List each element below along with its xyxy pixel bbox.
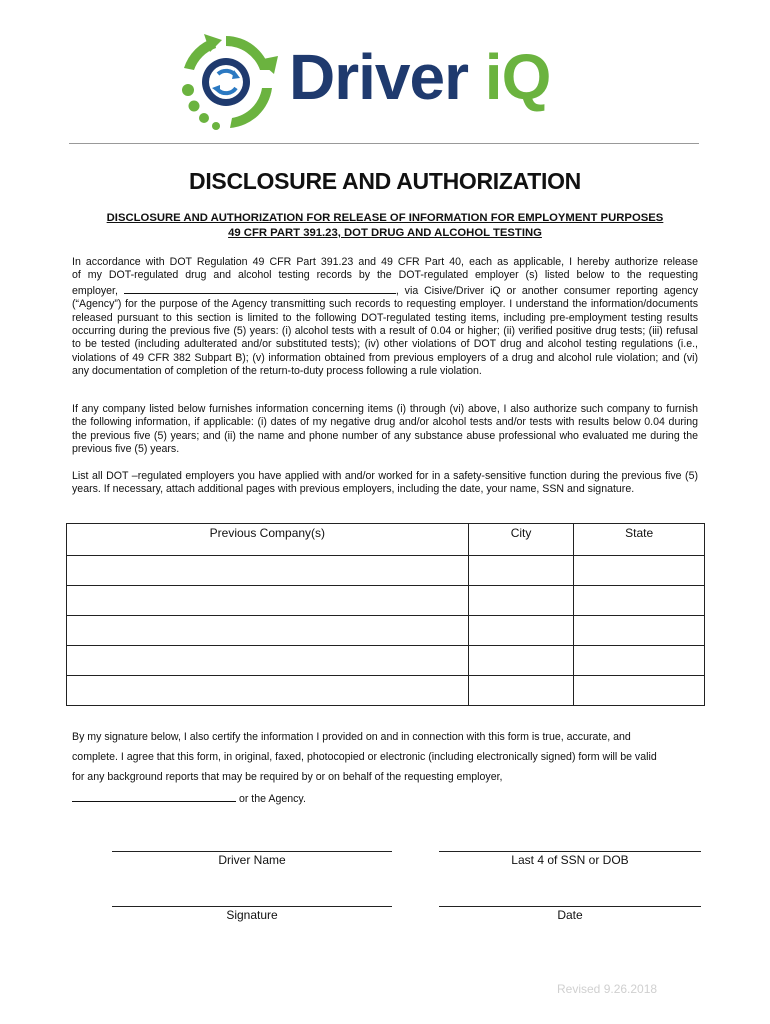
- city-cell[interactable]: [468, 586, 574, 616]
- authorization-paragraph: [72, 256, 698, 379]
- additional-authorization-paragraph: If any company listed below furnishes information concerning items (i) through (vi) above, I also authorize such company to furnish the following information, if applicable: (i) dates of my negative drug and/or alcohol tests and/or tests with results below 0.04 during the previous five (5) years; and (ii) the name and phone number of any substance abuse professional who evaluated me during the previous five (5) years.: [72, 403, 698, 456]
- table-row: [67, 556, 705, 586]
- paragraph1-line1: In accordance with DOT Regulation 49 CFR Part 391.23 and 49 CFR Part 40, each as applicable, I hereby authorize release: [72, 256, 698, 268]
- city-cell[interactable]: [468, 676, 574, 706]
- table-header-row: [67, 524, 705, 556]
- city-cell[interactable]: [468, 616, 574, 646]
- company-cell[interactable]: [67, 586, 469, 616]
- city-cell[interactable]: [468, 646, 574, 676]
- city-cell[interactable]: [468, 556, 574, 586]
- table-row: [67, 586, 705, 616]
- company-cell[interactable]: [67, 676, 469, 706]
- signature-line[interactable]: [112, 906, 392, 907]
- or-agency-text: or the Agency.: [236, 793, 306, 805]
- subtitle-line-1: DISCLOSURE AND AUTHORIZATION FOR RELEASE OF INFORMATION FOR EMPLOYMENT PURPOSES: [106, 212, 664, 224]
- state-cell[interactable]: [574, 676, 705, 706]
- driver-name-line[interactable]: [112, 851, 392, 852]
- ssn-dob-line[interactable]: [439, 851, 701, 852]
- header-previous-company: Previous Company(s): [67, 524, 469, 556]
- header-state: State: [574, 524, 705, 556]
- header-divider: [69, 143, 699, 144]
- date-label: Date: [557, 908, 583, 922]
- requesting-employer-field[interactable]: [124, 283, 396, 294]
- state-cell[interactable]: [574, 556, 705, 586]
- date-line[interactable]: [439, 906, 701, 907]
- certification-line-2: complete. I agree that this form, in original, faxed, photocopied or electronic (including electronically signed) form will be valid: [72, 751, 657, 763]
- logo-wordmark: [289, 40, 550, 114]
- logo-text-iq: iQ: [484, 41, 551, 113]
- driver-name-label: Driver Name: [218, 853, 286, 867]
- table-row: [67, 616, 705, 646]
- certification-line-4: [72, 791, 702, 805]
- employer-list-instructions: List all DOT –regulated employers you have applied with and/or worked for in a safety-sensitive function during the previous five (5) years. If necessary, attach additional pages with previous employers, including the date, your name, SSN and signature.: [72, 470, 698, 496]
- employer-name-field[interactable]: [72, 791, 236, 802]
- company-cell[interactable]: [67, 556, 469, 586]
- paragraph1-rest: (“Agency”) for the purpose of the Agency transmitting such records to requesting employer. I understand the information/documents released pursuant to this section is limited to the following DOT-regulated testing items, including pre-employment testing results occurring during the previous five (5) years: (i) alcohol tests with a result of 0.04 or higher; (ii) verified positive drug tests; (iii) refusal to be tested (including adulterated and/or substituted tests); (iv) other violations of DOT drug and alcohol testing regulations (i.e., violations of 49 CFR 382 Subpart B); (v) information obtained from previous employers of a drug and alcohol rule violation; and (vi) any documentation of completion of the return-to-duty process following a rule violation.: [72, 298, 698, 378]
- state-cell[interactable]: [574, 646, 705, 676]
- page-title: DISCLOSURE AND AUTHORIZATION: [189, 168, 581, 194]
- header-city: City: [468, 524, 574, 556]
- logo-text-driver: Driver: [289, 41, 485, 113]
- previous-employers-table: [66, 523, 705, 706]
- signature-label: Signature: [226, 908, 278, 922]
- driver-iq-logo: [174, 30, 594, 135]
- certification-line-1: By my signature below, I also certify the information I provided on and in connection with this form is true, accurate, and: [72, 731, 631, 743]
- recycle-arrows-icon: [174, 30, 278, 134]
- paragraph1-line2: of my DOT-regulated drug and alcohol testing records by the DOT-regulated employer (s) listed below to the requesting: [72, 269, 698, 282]
- state-cell[interactable]: [574, 616, 705, 646]
- table-row: [67, 646, 705, 676]
- subtitle-line-2: 49 CFR PART 391.23, DOT DRUG AND ALCOHOL TESTING: [228, 227, 542, 239]
- employer-label: employer,: [72, 284, 118, 297]
- company-cell[interactable]: [67, 646, 469, 676]
- certification-line-3: for any background reports that may be required by or on behalf of the requesting employer,: [72, 771, 503, 783]
- state-cell[interactable]: [574, 586, 705, 616]
- revision-date: Revised 9.26.2018: [557, 982, 658, 996]
- paragraph1-line3: [72, 283, 698, 298]
- table-row: [67, 676, 705, 706]
- ssn-dob-label: Last 4 of SSN or DOB: [511, 853, 629, 867]
- company-cell[interactable]: [67, 616, 469, 646]
- agency-text: , via Cisive/Driver iQ or another consumer reporting agency: [395, 284, 698, 297]
